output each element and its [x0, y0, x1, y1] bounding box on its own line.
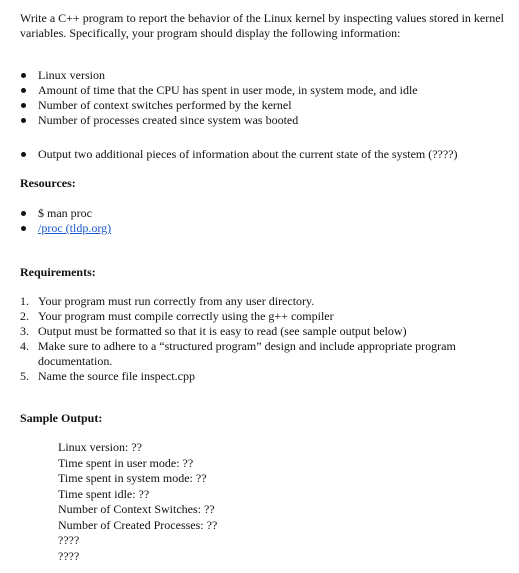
sample-line: ????: [58, 533, 80, 547]
list-item: $ man proc: [0, 206, 519, 221]
sample-output-block: [58, 440, 217, 564]
item-text: Output must be formatted so that it is easy to read (see sample output below): [38, 324, 407, 338]
item-number: 2.: [20, 309, 29, 323]
requirements-list: [0, 294, 505, 384]
requirements-heading: Requirements:: [20, 265, 96, 279]
sample-line: Time spent in user mode: ??: [58, 455, 194, 470]
extra-list: [0, 147, 519, 162]
list-item: [0, 309, 505, 324]
list-item: Output two additional pieces of information about the current state of the system (????): [0, 147, 519, 162]
list-item: Number of context switches performed by the kernel: [0, 98, 519, 113]
sample-line: Time spent idle: ??: [58, 486, 150, 501]
sample-line: Number of Created Processes: ??: [58, 517, 218, 532]
list-item: Number of processes created since system was booted: [0, 113, 519, 128]
item-text: Your program must run correctly from any user directory.: [38, 294, 315, 308]
sample-line: Time spent in system mode: ??: [58, 471, 207, 485]
intro-paragraph: Write a C++ program to report the behavior of the Linux kernel by inspecting values stored in kernel variables. Specifically, your program should display the following information:: [20, 11, 504, 40]
resources-list: [0, 206, 519, 236]
item-text: Make sure to adhere to a “structured program” design and include appropriate program documentation.: [38, 339, 456, 368]
item-number: 5.: [20, 369, 29, 383]
item-number: 3.: [20, 324, 29, 338]
list-item: [0, 324, 505, 339]
info-list: [0, 68, 519, 128]
list-item: Amount of time that the CPU has spent in user mode, in system mode, and idle: [0, 83, 519, 98]
list-item: [0, 221, 519, 236]
list-item: [0, 294, 505, 309]
resources-heading: Resources:: [20, 176, 76, 190]
list-item: [0, 339, 505, 369]
sample-line: Linux version: ??: [58, 440, 142, 454]
item-text: Your program must compile correctly using the g++ compiler: [38, 309, 334, 323]
sample-line: ????: [58, 548, 80, 563]
list-item: [0, 369, 505, 384]
proc-tldp-link[interactable]: /proc (tldp.org): [38, 221, 112, 235]
item-number: 4.: [20, 339, 29, 353]
list-item: Linux version: [0, 68, 519, 83]
sample-output-heading: Sample Output:: [20, 411, 103, 425]
sample-line: Number of Context Switches: ??: [58, 502, 215, 516]
item-text: Name the source file inspect.cpp: [38, 369, 195, 383]
item-number: 1.: [20, 294, 29, 308]
